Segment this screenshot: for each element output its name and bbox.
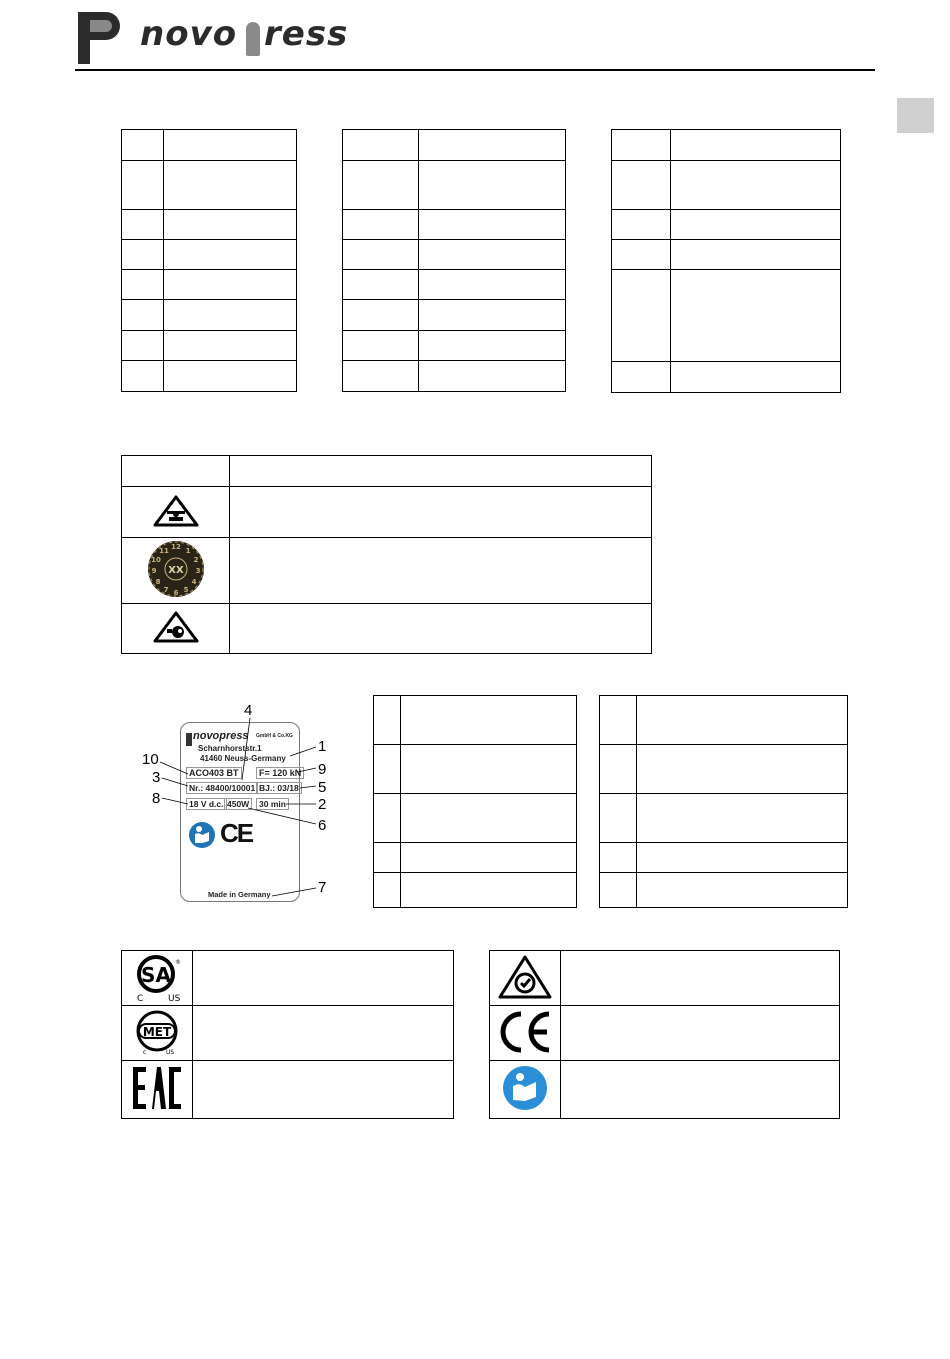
- svg-text:8: 8: [155, 578, 160, 586]
- table-row: [600, 745, 848, 794]
- svg-text:12: 12: [170, 543, 181, 551]
- nameplate-force: F= 120 kN: [256, 767, 304, 779]
- nameplate-legend-table-2: [599, 695, 848, 908]
- logo-text-novo: novo: [140, 14, 238, 54]
- certification-table-right: [489, 950, 840, 1119]
- table-row: [490, 951, 840, 1006]
- table-row: [612, 210, 841, 240]
- parts-table-3: [611, 129, 841, 393]
- table-row: [343, 240, 566, 270]
- met-c-label: c: [143, 1048, 147, 1056]
- table-row: [490, 1061, 840, 1119]
- table-row: [612, 161, 841, 210]
- callout-1: 1: [318, 738, 327, 755]
- table-row: [374, 843, 577, 873]
- nameplate-serial: Nr.: 48400/10001: [186, 782, 258, 794]
- table-row: [122, 240, 297, 270]
- nameplate-city: 41460 Neuss-Germany: [200, 754, 286, 763]
- nameplate-legend-table-1: [373, 695, 577, 908]
- nameplate-model: ACO403 BT: [186, 767, 242, 779]
- hand-crush-warning-icon: [153, 495, 199, 527]
- svg-text:1: 1: [185, 547, 190, 555]
- callout-4: 4: [244, 702, 253, 719]
- csa-us-label: US: [168, 993, 181, 1002]
- nameplate-duty: 30 min: [256, 798, 289, 810]
- table-row: [122, 331, 297, 361]
- nameplate-year: BJ.: 03/18: [256, 782, 302, 794]
- callout-9: 9: [318, 761, 327, 778]
- table-row: [600, 696, 848, 745]
- table-row: [343, 300, 566, 331]
- met-us-label: US: [166, 1048, 175, 1056]
- svg-text:4: 4: [191, 578, 196, 586]
- table-row: [122, 538, 652, 604]
- callout-8: 8: [152, 790, 161, 807]
- table-row: [612, 362, 841, 393]
- csa-c-label: C: [137, 993, 144, 1002]
- table-row: [122, 604, 652, 654]
- nameplate-company-suffix: GmbH & Co.KG: [256, 733, 293, 739]
- inspection-badge-icon: [147, 540, 205, 598]
- svg-text:7: 7: [163, 586, 168, 594]
- table-row: [343, 161, 566, 210]
- callout-5: 5: [318, 779, 327, 796]
- table-row: [122, 361, 297, 392]
- table-row: [490, 1006, 840, 1061]
- svg-text:2: 2: [193, 556, 198, 564]
- badge-digits: XX: [167, 565, 184, 576]
- callout-3: 3: [152, 769, 161, 786]
- svg-text:9: 9: [151, 567, 156, 575]
- table-row: [600, 794, 848, 843]
- nameplate-brand: novopress: [193, 730, 249, 742]
- table-row: [343, 270, 566, 300]
- nameplate-made-in: Made in Germany: [208, 890, 271, 899]
- table-row: [600, 843, 848, 873]
- met-mark-text: MET: [142, 1024, 172, 1039]
- nameplate-voltage: 18 V d.c.: [186, 798, 227, 810]
- callout-10: 10: [142, 751, 159, 768]
- table-row: [343, 361, 566, 392]
- nameplate-power: 450W: [224, 798, 252, 810]
- callout-6: 6: [318, 817, 327, 834]
- side-tab-marker: [897, 98, 934, 133]
- callout-leaders: [140, 700, 340, 910]
- svg-text:3: 3: [195, 567, 200, 575]
- logo-p-mark-icon: [76, 10, 124, 66]
- parts-table-1: [121, 129, 297, 392]
- svg-text:10: 10: [150, 556, 161, 564]
- svg-text:5: 5: [183, 586, 188, 594]
- table-row: [612, 270, 841, 362]
- rcm-icon: [497, 954, 553, 1000]
- table-row: [122, 210, 297, 240]
- table-row: [122, 1006, 454, 1061]
- met-icon: [134, 1007, 180, 1057]
- parts-table-2: [342, 129, 566, 392]
- eye-protection-warning-icon: [153, 611, 199, 643]
- table-row: [374, 873, 577, 908]
- callout-7: 7: [318, 879, 327, 896]
- callout-2: 2: [318, 796, 327, 813]
- warning-symbols-table: [121, 455, 652, 654]
- csa-mark-text: SA: [141, 962, 171, 987]
- table-row: [374, 745, 577, 794]
- eac-icon: [132, 1065, 182, 1111]
- svg-text:®: ®: [175, 958, 181, 966]
- nameplate-ce-mark: CE: [220, 818, 253, 848]
- svg-text:11: 11: [158, 547, 169, 555]
- nameplate-street: Scharnhorststr.1: [198, 744, 262, 753]
- table-row: [122, 951, 454, 1006]
- logo-text-ress: ress: [264, 14, 349, 54]
- read-manual-icon: [501, 1064, 549, 1112]
- nameplate-figure: [140, 700, 340, 910]
- table-row: [122, 456, 652, 487]
- svg-text:6: 6: [173, 589, 178, 597]
- table-row: [122, 130, 297, 161]
- table-row: [374, 794, 577, 843]
- header-rule: [75, 69, 875, 71]
- table-row: [343, 331, 566, 361]
- csa-icon: [128, 952, 186, 1002]
- table-row: [122, 161, 297, 210]
- table-row: [122, 487, 652, 538]
- table-row: [122, 300, 297, 331]
- table-row: [612, 130, 841, 161]
- table-row: [343, 130, 566, 161]
- certification-table-left: [121, 950, 454, 1119]
- table-row: [122, 270, 297, 300]
- table-row: [374, 696, 577, 745]
- table-row: [343, 210, 566, 240]
- table-row: [122, 1061, 454, 1119]
- table-row: [600, 873, 848, 908]
- table-row: [612, 240, 841, 270]
- company-logo: [76, 10, 386, 70]
- logo-p-grey-icon: [246, 22, 260, 56]
- ce-icon: [497, 1010, 553, 1054]
